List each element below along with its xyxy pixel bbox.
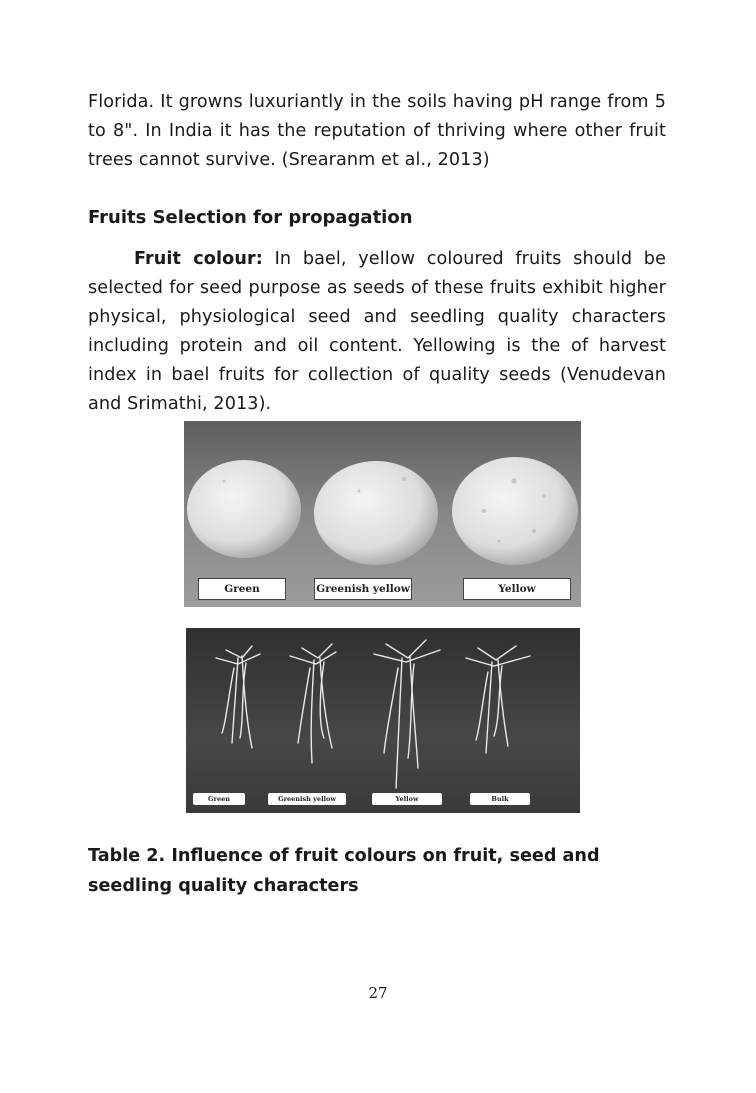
table-caption: Table 2. Influence of fruit colours on fruit, seed and seedling quality characters xyxy=(88,846,600,896)
seedlings-greenish-yellow xyxy=(290,644,336,763)
fruit-yellow xyxy=(452,457,578,565)
fruit-colour-text: In bael, yellow coloured fruits should be selected for seed purpose as seeds of these fruits exhibit higher physical, physiological seed and seedling quality characters including protein and oil content. Yellowing is the of harvest index in bael fruits for collection of quality seeds (Venudevan and Srimathi, 2013). xyxy=(88,249,666,414)
section-heading: Fruits Selection for propagation xyxy=(88,207,413,228)
page-number: 27 xyxy=(368,984,388,1002)
fruit-greenish-yellow xyxy=(314,461,438,565)
fruit-colour-lead: Fruit colour: xyxy=(134,249,263,269)
seedling-label-bulk: Bulk xyxy=(470,793,530,805)
fruit-label-green: Green xyxy=(198,578,286,600)
fruit-label-yellow: Yellow xyxy=(463,578,571,600)
seedlings-green xyxy=(216,646,260,748)
seedling-label-greenish-yellow: Greenish yellow xyxy=(268,793,346,805)
seedlings-yellow xyxy=(374,640,440,788)
seedlings-bulk xyxy=(466,646,530,753)
seedling-photo xyxy=(186,628,580,813)
seedling-label-yellow: Yellow xyxy=(372,793,442,805)
fruit-label-greenish-yellow: Greenish yellow xyxy=(314,578,412,600)
seedling-photo-drawing xyxy=(186,628,580,813)
fruit-green xyxy=(187,460,301,558)
paragraph-intro: Florida. It growns luxuriantly in the soils having pH range from 5 to 8". In India it has the reputation of thriving where other fruit trees cannot survive. (Srearanm et al., 2013) xyxy=(88,92,666,170)
seedling-label-green: Green xyxy=(193,793,245,805)
paragraph-fruit-colour xyxy=(88,245,666,419)
